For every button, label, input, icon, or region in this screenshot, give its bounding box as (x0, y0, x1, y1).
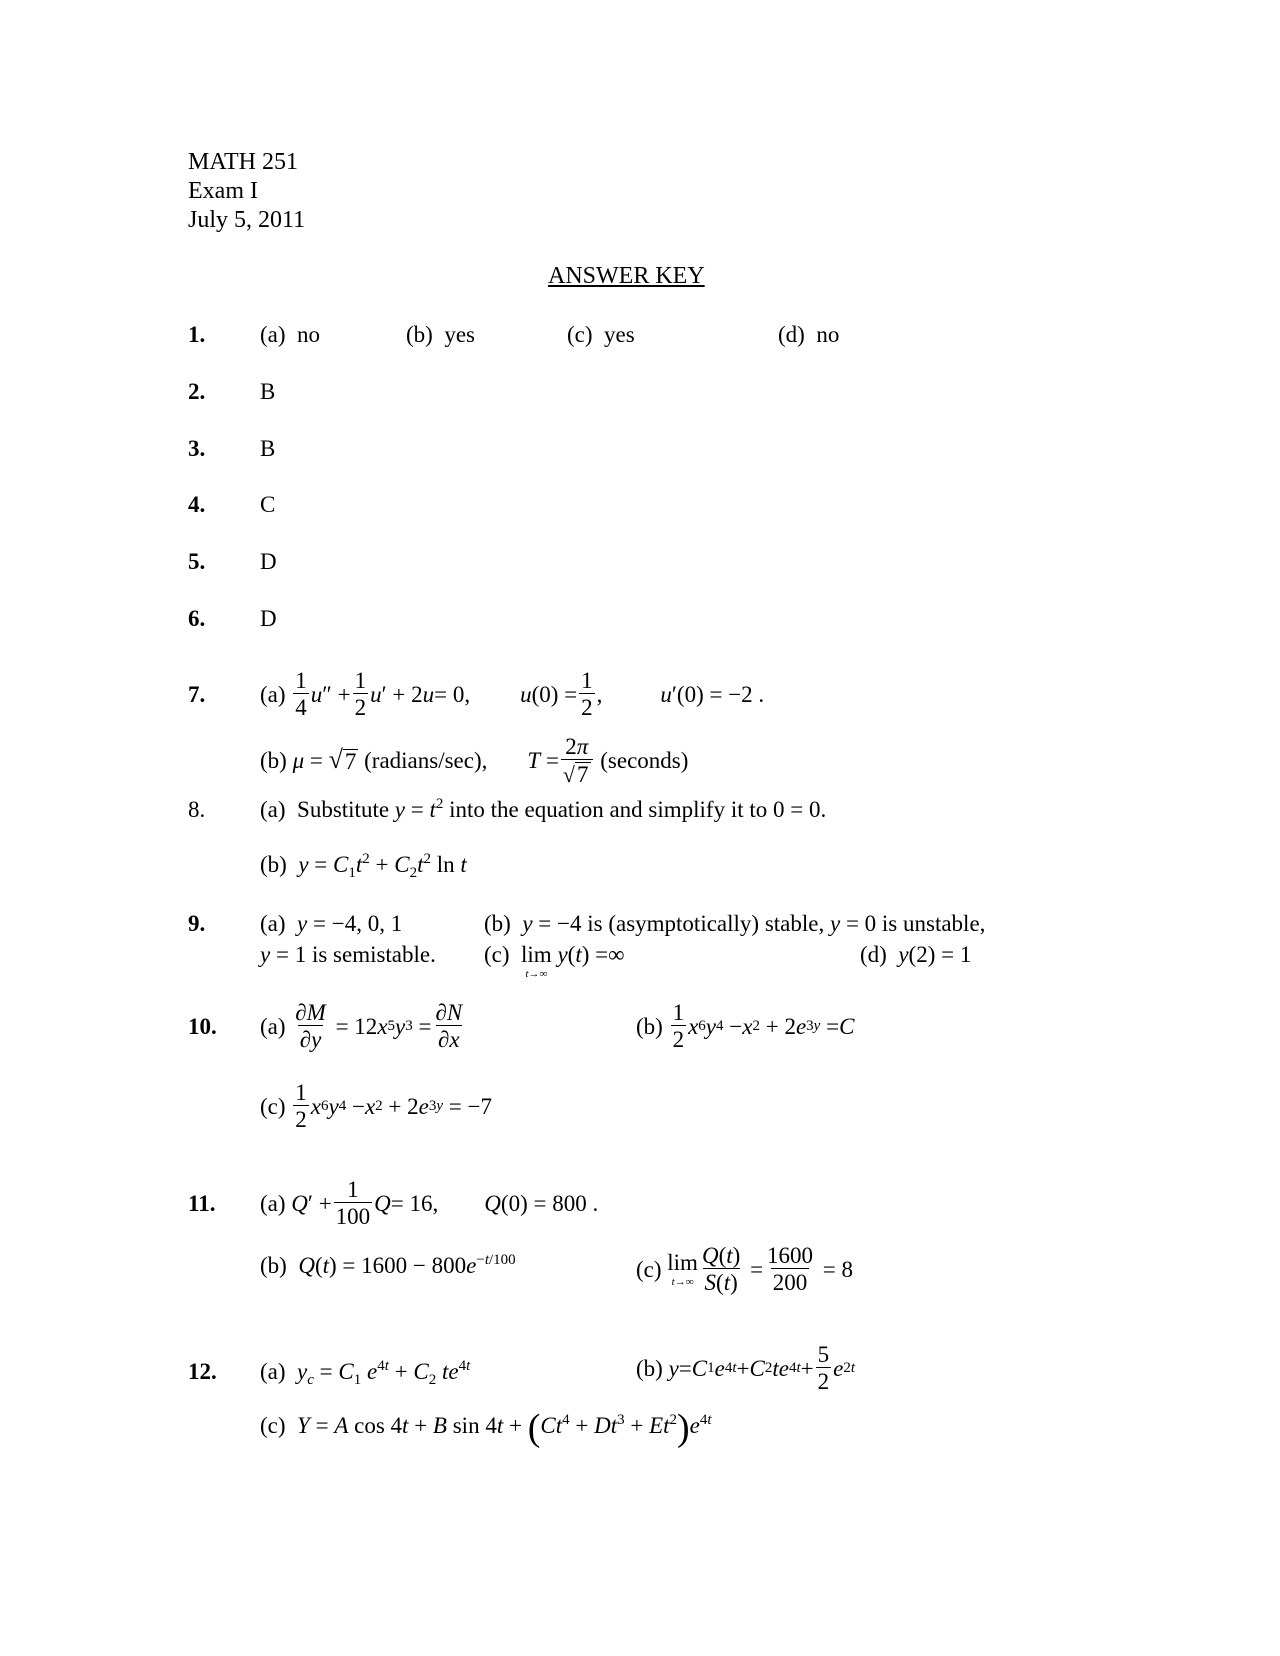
q9-part-b-continued: y = 1 is semistable. (260, 942, 436, 967)
q8-part-b: (b) $y = C_1t^2 + C_2t^2$ ln t (260, 851, 467, 881)
q12-part-b: (b) y = C 1 e 4t + C 2 te 4t + $\frac{5}{2}$ e 2t (636, 1342, 855, 1394)
q12-part-c: (c) Y = A cos 4t + B $\sin 4t + (Ct^4 + Dt^3 + Et^2)e^{4t}$ (260, 1407, 712, 1449)
q9-part-b: (b) y = −4 is (asymptotically) stable, y = 0 is unstable, (484, 911, 986, 936)
question-number-6: 6. (188, 606, 206, 631)
q11-part-a: (a) Q ′ + $\frac{1}{100}$ Q = 16, Q (0) = 800 . (260, 1177, 599, 1229)
q10-part-c: (c) $\frac{1}{2}$ x 6 y 4 − x 2 + 2 e 3y = −7 (260, 1080, 492, 1132)
q7-part-a: (a) $\frac{1}{4}$ u ″ + $\frac{1}{2}$ u ′ + 2 u = 0, u (0) = $\frac{1}{2}$ , u ′(0) = −2 . (260, 668, 765, 720)
question-number-5: 5. (188, 549, 206, 574)
question-number-11: 11. (188, 1191, 216, 1216)
q1-part-b: (b) yes (406, 322, 475, 347)
question-number-4: 4. (188, 492, 206, 517)
question-number-7: 7. (188, 682, 206, 707)
q9-part-d: (d) y(2) = 1 (860, 942, 972, 967)
q11-part-b: (b) $Q(t) = 1600 - 800e^{-t/100}$ (260, 1252, 516, 1278)
q7-part-b: (b) μ = √ 7 (radians/sec), T = 2π √ 7 (seconds) (260, 733, 689, 787)
q1-part-c: (c) yes (567, 322, 635, 347)
q10-part-a: (a) $\frac{\partial M}{\partial y}$ = 12 x 5 y 3 = $\frac{\partial N}{\partial x}$ (260, 1000, 463, 1052)
q9-part-c: (c) lim t→∞ y(t) =∞ (484, 942, 625, 980)
question-number-12: 12. (188, 1359, 217, 1384)
q10-part-b: (b) $\frac{1}{2}$ x 6 y 4 − x 2 + 2 e 3y = C (636, 1000, 855, 1052)
q6-answer: D (260, 606, 277, 631)
exam-name: Exam I (188, 178, 258, 204)
question-number-8: 8. (188, 797, 206, 822)
question-number-2: 2. (188, 379, 206, 404)
question-number-10: 10. (188, 1014, 217, 1039)
page-title: ANSWER KEY (548, 263, 705, 289)
q9-part-a: (a) y = −4, 0, 1 (260, 911, 403, 936)
course-title: MATH 251 (188, 149, 299, 175)
q11-part-c: (c) lim t→∞ $\frac{Q(t)}{S(t)}$ = $\frac{1600}{200}$ = 8 (636, 1243, 854, 1295)
q1-part-d: (d) no (778, 322, 840, 347)
q2-answer: B (260, 379, 276, 404)
question-number-3: 3. (188, 436, 206, 461)
q1-part-a: (a) no (260, 322, 321, 347)
exam-date: July 5, 2011 (188, 207, 306, 233)
q8-part-a: (a) Substitute $y = t^2$ into the equation and simplify it to 0 = 0. (260, 796, 827, 822)
question-number-1: 1. (188, 322, 206, 347)
question-number-9: 9. (188, 911, 206, 936)
q4-answer: C (260, 492, 276, 517)
q12-part-a: (a) $y_c = C_1$ $e^{4t} + C_2$ $te^{4t}$ (260, 1358, 471, 1388)
q5-answer: D (260, 549, 277, 574)
q3-answer: B (260, 436, 276, 461)
